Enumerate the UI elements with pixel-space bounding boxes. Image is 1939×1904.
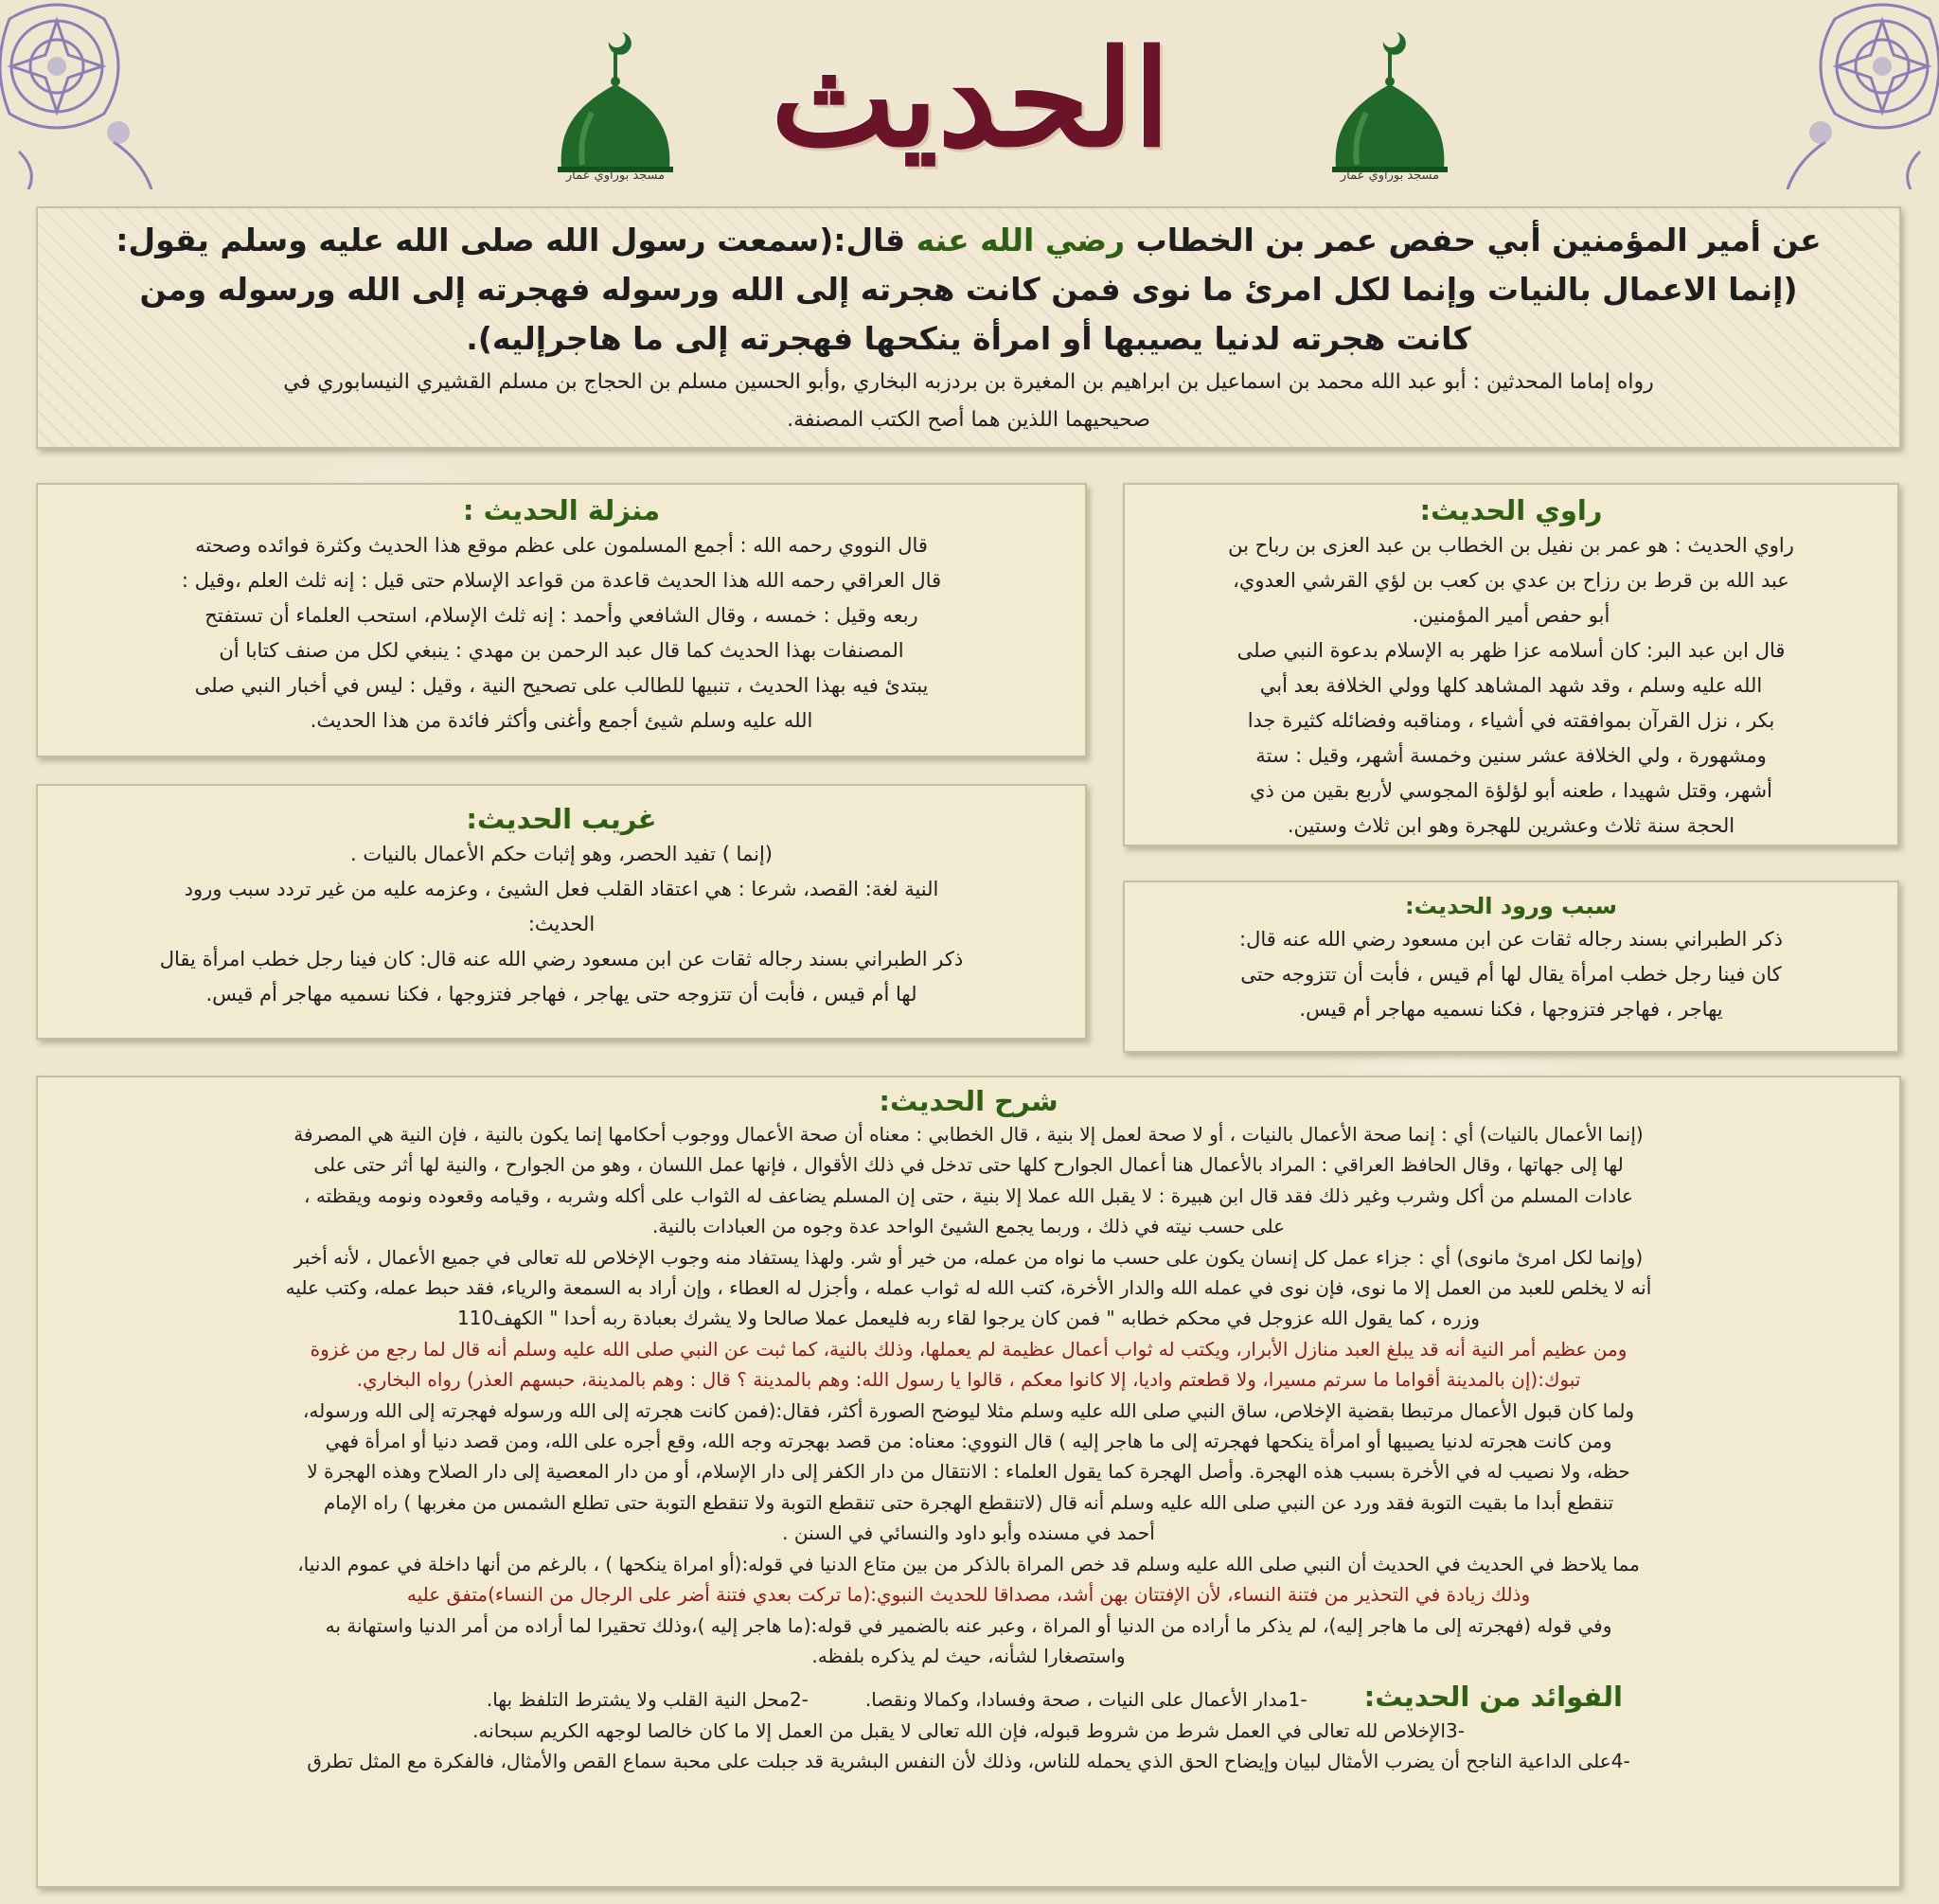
manzila-line: الله عليه وسلم شيئ أجمع وأغنى وأكثر فائدة من هذا الحديث. (310, 709, 813, 732)
manzila-line: قال العراقي رحمه الله هذا الحديث قاعدة من قواعد الإسلام حتى قيل : إنه ثلث العلم ،وقيل : (181, 569, 942, 592)
fawaid-title: الفوائد من الحديث: (1363, 1681, 1623, 1714)
fawaid-item-4: -4على الداعية الناجح أن يضرب الأمثال لبيان وإيضاح الحق الذي يحمله للناس، وذلك لأن النفس البشرية قد جبلت على محبة سماع القص والأمثال، فالفكرة مع المثل تطرق (307, 1750, 1630, 1773)
sharh-line: ومن عظيم أمر النية أنه قد يبلغ العبد منازل الأبرار، ويكتب له ثواب أعمال عظيمة لم يعملها، وذلك بالنية، كما ثبت عن النبي صلى الله عليه وسلم أنه قال لما رجع من غزوة (310, 1337, 1628, 1361)
gharib-line: لها أم قيس ، فأبت أن تتزوجه حتى يهاجر ، فهاجر فتزوجها ، فكنا نسميه مهاجر أم قيس. (205, 983, 917, 1005)
sharh-line: (وإنما لكل امرئ مانوى) أي : جزاء عمل كل إنسان يكون على حسب ما نواه من عمله، من خير أو شر. ولهذا يستفاد منه وجوب الإخلاص لله تعالى في جميع الأعمال ، لأنه أخبر (294, 1245, 1644, 1269)
sharh-line: أنه لا يخلص للعبد من العمل إلا ما نوى، فإن نوى في عمله الله والدار الأخرة، كتب الله له ثواب عمله ، وأجزل له العطاء ، وإن أراد به السمعة والرياء، فقد حبط عمله، وكتب عليه (285, 1276, 1652, 1300)
gharib-box (36, 784, 1087, 1040)
dome-caption-right: مسجد بوراوي عمار (1340, 169, 1440, 183)
hadith-line-2: (إنما الاعمال بالنيات وإنما لكل امرئ ما نوى فمن كانت هجرته إلى الله ورسوله فهجرته إلى الله ورسوله ومن (139, 271, 1798, 308)
fawaid-row (49, 1681, 1888, 1715)
mosque-dome-left-icon (554, 13, 677, 193)
sharh-line: تبوك:(إن بالمدينة أقواما ما سرتم مسيرا، ولا قطعتم واديا، إلا كانوا معكم ، قالوا يا رسول الله: وهم بالمدينة ؟ قال : وهم بالمدينة، حبسهم العذر) رواه البخاري. (356, 1368, 1581, 1392)
manzila-line: المصنفات بهذا الحديث كما قال عبد الرحمن بن مهدي : ينبغي لكل من صنف كتابا أن (219, 639, 904, 662)
gharib-title: غريب الحديث: (466, 803, 657, 835)
rawi-line: ومشهورة ، ولي الخلافة عشر سنين وخمسة أشهر، وقيل : ستة (1255, 744, 1767, 767)
corner-ornament-right-icon (1778, 0, 1939, 189)
sabab-line: كان فينا رجل خطب امرأة يقال لها أم قيس ، فأبت أن تتزوجه حتى (1240, 963, 1782, 986)
sharh-line: ومن كانت هجرته لدنيا يصيبها أو امرأة ينكحها فهجرته إلى ما هاجر إليه ) قال النووي: معناه: من قصد بهجرته وجه الله، وقع أجره على الله، ومن قصد دنيا أو امرأة فهي (325, 1430, 1612, 1453)
sharh-line: تنقطع أبدا ما بقيت التوبة فقد ورد عن النبي صلى الله عليه وسلم أنه قال (لاتنقطع الهجرة حتى تنقطع التوبة ولا تنقطع التوبة حتى تطلع الشمس من مغربها ) راه الإمام (323, 1490, 1614, 1514)
sabab-line: ذكر الطبراني بسند رجاله ثقات عن ابن مسعود رضي الله عنه قال: (1239, 928, 1783, 951)
sharh-line: أحمد في مسنده وأبو داود والنسائي في السنن . (782, 1521, 1155, 1545)
sharh-line: لها إلى جهاتها ، وقال الحافظ العراقي : المراد بالأعمال هنا أعمال الجوارح كلها حتى تدخل في ذلك الأقوال ، فإنها عمل اللسان ، وهو من الجوارح ، والنية لها أثر حتى على (313, 1153, 1624, 1177)
hadith-box (36, 206, 1901, 449)
gharib-line: ذكر الطبراني بسند رجاله ثقات عن ابن مسعود رضي الله عنه قال: كان فينا رجل خطب امرأة يقال (159, 948, 964, 970)
rawi-line: أشهر، وقتل شهيدا ، طعنه أبو لؤلؤة المجوسي لأربع بقين من ذي (1250, 779, 1772, 802)
gharib-line: النية لغة: القصد، شرعا : هي اعتقاد القلب فعل الشيئ ، وعزمه عليه من غير تردد سبب ورود (184, 878, 939, 900)
sabab-title: سبب ورود الحديث: (1405, 893, 1617, 919)
mosque-dome-right-icon (1328, 13, 1451, 193)
sharh-line: عادات المسلم من أكل وشرب وغير ذلك فقد قال ابن هبيرة : لا يقبل الله عملا إلا بنية ، حتى إن المسلم يضاعف له الثواب على أكله وشربه ، وقيامه وقعوده ونومه ويقظته ، (304, 1183, 1633, 1207)
hadith-narrators-line-2: صحيحيهما اللذين هما أصح الكتب المصنفة. (787, 408, 1150, 432)
sharh-line: وفي قوله (فهجرته إلى ما هاجر إليه)، لم يذكر ما أراده من الدنيا أو المراة ، وعبر عنه بالضمير في قوله:(ما هاجر إليه )،وذلك تحقيرا لما أراده من أمر الدنيا واستهانة به (325, 1613, 1612, 1637)
manzila-line: يبتدئ فيه بهذا الحديث ، تنبيها للطالب على تصحيح النية ، وقيل : ليس في أخبار النبي صلى (194, 674, 929, 697)
rawi-line: الله عليه وسلم ، وقد شهد المشاهد كلها وولي الخلافة بعد أبي (1259, 674, 1763, 697)
fawaid-item-2: -2محل النية القلب ولا يشترط التلفظ بها. (486, 1688, 809, 1712)
page-title: الحديث (771, 22, 1170, 177)
rawi-box (1123, 483, 1899, 846)
sharh-line: وزره ، كما يقول الله عزوجل في محكم خطابه " فمن كان يرجوا لقاء ربه فليعمل عملا صالحا ولا يشرك بعبادة ربه أحدا " الكهف110 (457, 1307, 1480, 1330)
sharh-line: على حسب نيته في ذلك ، وربما يجمع الشيئ الواحد عدة وجوه من العبادات بالنية. (651, 1215, 1286, 1238)
sharh-line: (إنما الأعمال بالنيات) أي : إنما صحة الأعمال بالنيات ، أو لا صحة لعمل إلا بنية ، قال الخطابي : معناه أن صحة الأعمال ووجوب أحكامها إنما يكون بالنية ، فإن النية هي المصرفة (294, 1123, 1644, 1146)
rawi-line: الحجة سنة ثلاث وعشرين للهجرة وهو ابن ثلاث وستين. (1287, 814, 1735, 837)
sharh-line: حظه، ولا نصيب له في الأخرة بسبب هذه الهجرة. وأصل الهجرة كما يقول العلماء : الانتقال من دار الكفر إلى دار الإسلام، أو من دار المعصية إلى دار الصلاح وهذه الهجرة لا (307, 1460, 1630, 1484)
rawi-title: راوي الحديث: (1419, 494, 1603, 526)
dome-caption-left: مسجد بوراوي عمار (565, 169, 666, 183)
sabab-line: يهاجر ، فهاجر فتزوجها ، فكنا نسميه مهاجر أم قيس. (1299, 998, 1723, 1021)
sharh-line: مما يلاحظ في الحديث في الحديث أن النبي صلى الله عليه وسلم قد خص المراة بالذكر من بين متاع الدنيا في قوله:(أو امراة ينكحها ) ، بالرغم من أنها داخلة في عموم الدنيا، (297, 1552, 1640, 1575)
sharh-title: شرح الحديث: (879, 1085, 1058, 1117)
hadith-line-3: كانت هجرته لدنيا يصيبها أو امرأة ينكحها فهجرته إلى ما هاجرإليه). (466, 320, 1471, 357)
rawi-line: قال ابن عبد البر: كان أسلامه عزا ظهر به الإسلام بدعوة النبي صلى (1236, 639, 1786, 662)
hadith-line-1-suffix: قال:(سمعت رسول الله صلى الله عليه وسلم يقول: (116, 222, 906, 258)
hadith-narrators-line-1: رواه إماما المحدثين : أبو عبد الله محمد بن اسماعيل بن ابراهيم بن المغيرة بن بردزبه البخاري ,وأبو الحسين مسلم بن الحجاج بن مسلم القشيري النيسابوري في (283, 370, 1654, 394)
manzila-line: ربعه وقيل : خمسه ، وقال الشافعي وأحمد : إنه ثلث الإسلام، استحب العلماء أن تستفتح (205, 604, 918, 627)
fawaid-item-3: -3الإخلاص لله تعالى في العمل شرط من شروط قبوله، فإن الله تعالى لا يقبل من العمل إلا ما كان خالصا لوجهه الكريم سبحانه. (472, 1718, 1465, 1742)
hadith-line-1-prefix: عن أمير المؤمنين أبي حفص عمر بن الخطاب (1135, 222, 1822, 258)
corner-ornament-left-icon (0, 0, 161, 189)
sharh-line: ولما كان قبول الأعمال مرتبطا بقضية الإخلاص، ساق النبي صلى الله عليه وسلم مثلا ليوضح الصورة أكثر، فقال:(فمن كانت هجرته إلى الله ورسوله فهجرته إلى الله ورسوله، (302, 1398, 1635, 1422)
fawaid-item-1: -1مدار الأعمال على النيات ، صحة وفسادا، وكمالا ونقصا. (864, 1688, 1307, 1712)
manzila-line: قال النووي رحمه الله : أجمع المسلمون على عظم موقع هذا الحديث وكثرة فوائده وصحته (195, 534, 928, 557)
rawi-line: راوي الحديث : هو عمر بن نفيل بن الخطاب بن عبد العزى بن رباح بن (1228, 534, 1794, 557)
rawi-line: عبد الله بن قرط بن رزاح بن عدي بن كعب بن لؤي القرشي العدوي، (1233, 569, 1789, 592)
manzila-box (36, 483, 1087, 757)
gharib-line: الحديث: (527, 913, 596, 935)
hadith-line-1 (59, 216, 1878, 265)
hadith-line-1-green: رضي الله عنه (916, 222, 1126, 258)
rawi-line: بكر ، نزل القرآن بموافقته في أشياء ، ومناقبه وفضائله كثيرة جدا (1247, 709, 1775, 732)
manzila-title: منزلة الحديث : (462, 494, 661, 526)
sharh-line: وذلك زيادة في التحذير من فتنة النساء، لأن الإفتتان بهن أشد، مصداقا للحديث النبوي:(ما تركت بعدي فتنة أضر على الرجال من النساء)متفق عليه (406, 1583, 1531, 1607)
sharh-box (36, 1076, 1901, 1888)
gharib-line: (إنما ) تفيد الحصر، وهو إثبات حكم الأعمال بالنيات . (350, 843, 773, 865)
sabab-box (1123, 881, 1899, 1053)
rawi-line: أبو حفص أمير المؤمنين. (1412, 604, 1610, 627)
sharh-line: واستصغارا لشأنه، حيث لم يذكره بلفظه. (811, 1644, 1126, 1667)
